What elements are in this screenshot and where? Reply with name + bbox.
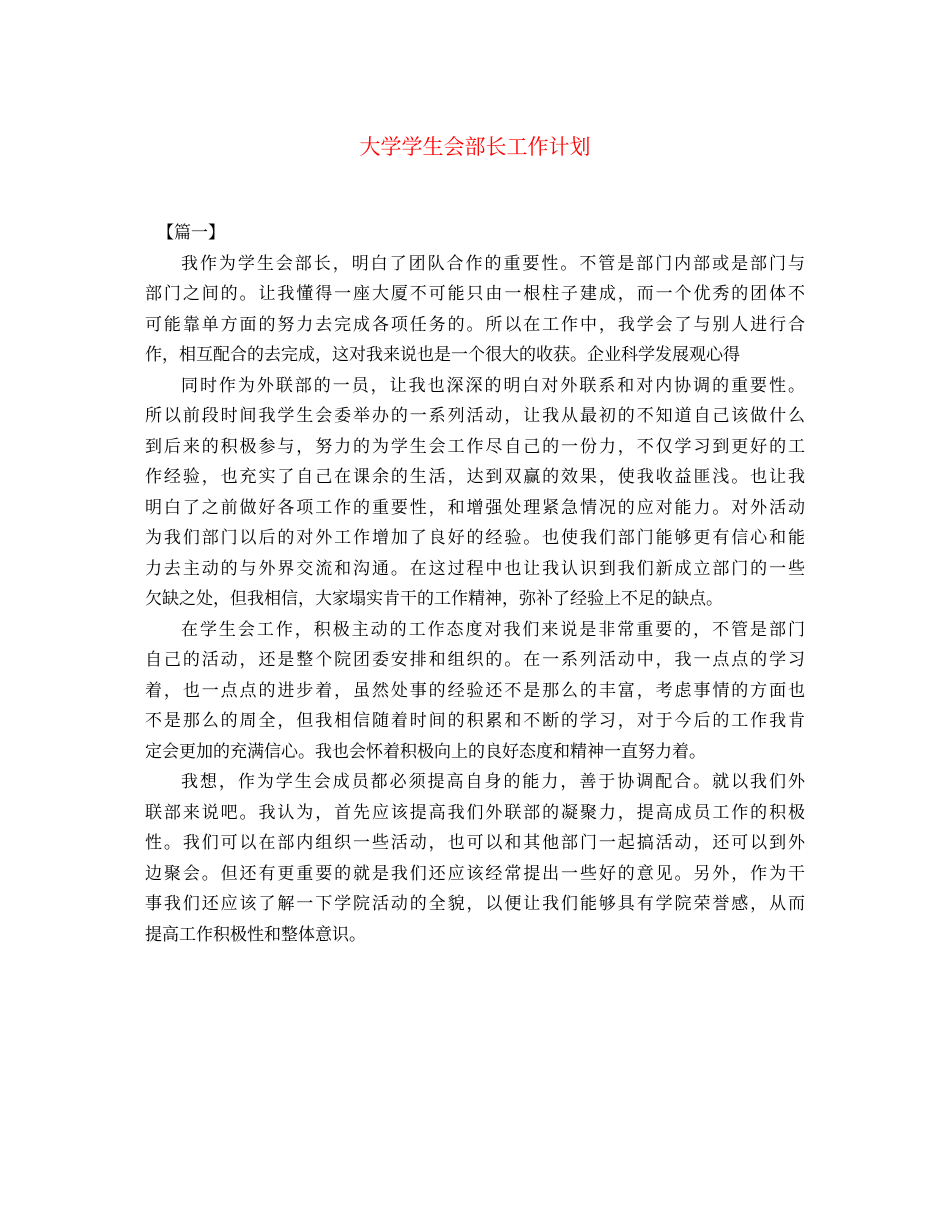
paragraph-line: 定会更加的充满信心。我也会怀着积极向上的良好态度和精神一直努力着。 [145, 741, 706, 762]
paragraph-line: 力去主动的与外界交流和沟通。在这过程中也让我认识到我们新成立部门的一些 [145, 558, 805, 579]
paragraph-line: 明白了之前做好各项工作的重要性，和增强处理紧急情况的应对能力。对外活动 [145, 497, 805, 518]
paragraph-1 [145, 249, 805, 371]
paragraph-line: 事我们还应该了解一下学院活动的全貌，以便让我们能够具有学院荣誉感，从而 [145, 894, 805, 914]
paragraph-line: 作经验，也充实了自己在课余的生活，达到双赢的效果，使我收益匪浅。也让我 [145, 467, 805, 487]
paragraph-line: 自己的活动，还是整个院团委安排和组织的。在一系列活动中，我一点点的学习 [145, 650, 805, 670]
page-title: 大学学生会部长工作计划 [359, 135, 591, 159]
paragraph-line: 边聚会。但还有更重要的就是我们还应该经常提出一些好的意见。另外，作为干 [145, 863, 805, 884]
paragraph-line: 到后来的积极参与，努力的为学生会工作尽自己的一份力，不仅学习到更好的工 [145, 436, 805, 457]
paragraph-line: 为我们部门以后的对外工作增加了良好的经验。也使我们部门能够更有信心和能 [145, 528, 805, 548]
paragraph-line: 性。我们可以在部内组织一些活动，也可以和其他部门一起搞活动，还可以到外 [145, 833, 805, 853]
paragraph-line: 部门之间的。让我懂得一座大厦不可能只由一根柱子建成，而一个优秀的团体不 [145, 284, 805, 304]
paragraph-line: 提高工作积极性和整体意识。 [145, 924, 366, 945]
paragraph-2 [145, 371, 805, 615]
paragraph-line: 同时作为外联部的一员，让我也深深的明白对外联系和对内协调的重要性。 [181, 375, 805, 396]
paragraph-line: 联部来说吧。我认为，首先应该提高我们外联部的凝聚力，提高成员工作的积极 [145, 802, 805, 823]
paragraph-line: 欠缺之处，但我相信，大家塌实肯干的工作精神，弥补了经验上不足的缺点。 [145, 589, 723, 609]
paragraph-4 [145, 767, 805, 950]
paragraph-line: 我想，作为学生会成员都必须提高自身的能力，善于协调配合。就以我们外 [181, 772, 805, 792]
paragraph-3 [145, 615, 805, 768]
paragraph-line: 所以前段时间我学生会委举办的一系列活动，让我从最初的不知道自己该做什么 [145, 406, 805, 426]
section-label: 【篇一】 [157, 223, 225, 243]
document-body [145, 218, 805, 950]
paragraph-line: 可能靠单方面的努力去完成各项任务的。所以在工作中，我学会了与别人进行合 [145, 314, 805, 335]
paragraph-line: 不是那么的周全，但我相信随着时间的积累和不断的学习，对于今后的工作我肯 [145, 711, 805, 731]
paragraph-line: 我作为学生会部长，明白了团队合作的重要性。不管是部门内部或是部门与 [181, 253, 805, 274]
paragraph-line: 在学生会工作，积极主动的工作态度对我们来说是非常重要的，不管是部门 [181, 619, 805, 640]
paragraph-line: 着，也一点点的进步着，虽然处事的经验还不是那么的丰富，考虑事情的方面也 [145, 680, 805, 701]
paragraph-line: 作，相互配合的去完成，这对我来说也是一个很大的收获。企业科学发展观心得 [145, 345, 740, 365]
